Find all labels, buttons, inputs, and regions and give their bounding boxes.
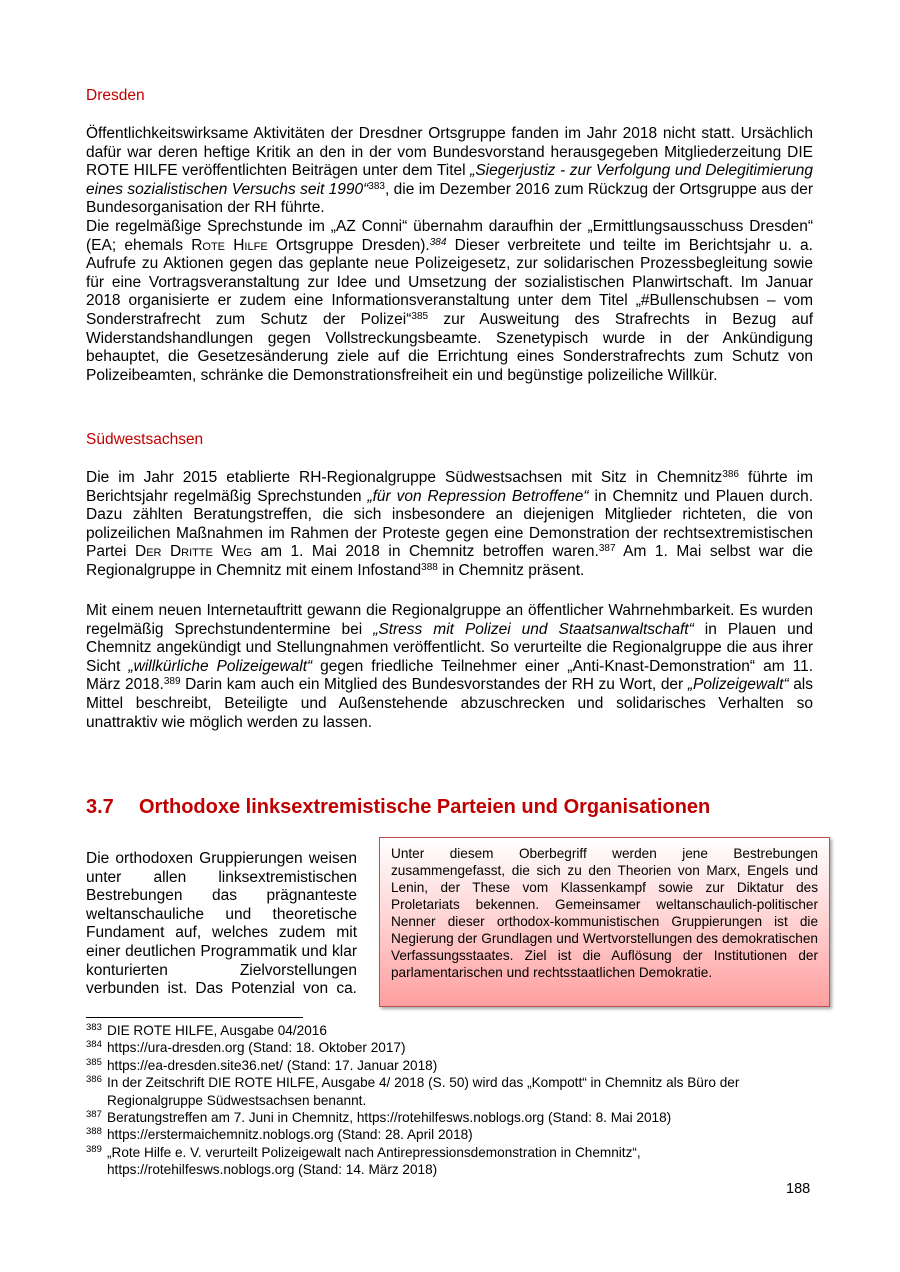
footnote-link[interactable]: https://erstermaichemnitz.noblogs.org (Stand: 28. April 2018) <box>107 1127 473 1143</box>
section-title: Orthodoxe linksextremistische Parteien und Organisationen <box>139 796 711 818</box>
footnote-ref-387[interactable]: 387 <box>598 543 616 555</box>
section-intro-text: Die orthodoxen Gruppierungen weisen unter allen linksextremistischen Bestrebungen das prägnanteste weltanschauliche und theoretische Fundament auf, welches zudem mit einer deutlichen Programmatik und klar konturierten Zielvorstellungen verbunden ist. Das Potenzial von ca. <box>86 850 357 998</box>
section-heading <box>86 796 710 819</box>
footnote-ref-383[interactable]: 383 <box>368 180 385 192</box>
section-number: 3.7 <box>86 796 114 818</box>
page-number: 188 <box>786 1181 811 1197</box>
suedwestsachsen-paragraph-2: Mit einem neuen Internetauftritt gewann die Regionalgruppe an öffentlicher Wahrnehmbarkeit. Es wurden regelmäßig Sprechstundentermine bei „Stress mit Polizei und Staatsanwaltschaft“ in Plauen und Chemnitz angekündigt und Stellungnahmen veröffentlicht. So verurteilte die Regionalgruppe die aus ihrer Sicht „willkürliche Polizeigewalt“ gegen friedliche Teilnehmer einer „Anti-Knast-Demonstration“ am 11. März 2018.$^{389}$ Darin kam auch ein Mitglied des Bundesvorstandes der RH zu Wort, der „Polizeigewalt“ als Mittel beschreibt, Beteiligte und Außenstehende abzuschrecken und solidarisches Verhalten so unattraktiv wie möglich werden zu lassen. <box>86 602 814 731</box>
dresden-paragraph-2: Die regelmäßige Sprechstunde im „AZ Conni“ übernahm daraufhin der „Ermittlungsausschuss Dresden“ (EA; ehemals Rote Hilfe Ortsgruppe Dresden).$^{384}$ Dieser verbreitete und teilte im Berichtsjahr u. a. Aufrufe zu Aktionen gegen das geplante neue Polizeigesetz, zur solidarischen Prozessbegleitung sowie für eine Vortragsveranstaltung zur Idee und Umsetzung der sozialistischen Planwirtschaft. Im Januar 2018 organisierte er zudem eine Informationsveranstaltung unter dem Titel „#Bullenschubsen – vom Sonderstrafrecht zum Schutz der Polizei“$^{385}$ zur Ausweitung des Strafrechts in Bezug auf Widerstandshandlungen gegen Vollstreckungsbeamte. Szenetypisch wurde in der Ankündigung behauptet, die Gesetzesänderung ziele auf die Errichtung eines Sonderstrafrechts zum Schutz von Polizeibeamten, schränke die Demonstrationsfreiheit ein und begünstige polizeiliche Willkür. <box>86 217 814 384</box>
footnote: 387 Beratungstreffen am 7. Juni in Chemnitz, https://rotehilfesws.noblogs.org (Stand: 8. Mai 2018) <box>86 1109 672 1126</box>
footnote-ref-384[interactable]: 384 <box>429 236 447 248</box>
definition-box: Unter diesem Oberbegriff werden jene Bestrebungen zusammengefasst, die sich zu den Theorien von Marx, Engels und Lenin, der These vom Klassenkampf sowie zur Diktatur des Proletariats bekennen. Gemeinsamer weltanschaulich-politischer Nenner dieser orthodox-kommunistischen Gruppierungen ist die Negierung der Grundlagen und Wertvorstellungen des demokratischen Verfassungsstaates. Ziel ist die Auflösung der Institutionen der parlamentarischen und rechtsstaatlichen Demokratie. <box>379 837 830 1007</box>
footnote-separator <box>86 1017 303 1018</box>
footnote-ref-388[interactable]: 388 <box>421 561 438 573</box>
footnotes <box>86 1022 816 1179</box>
subheading-dresden: Dresden <box>86 87 145 104</box>
footnote: 383 DIE ROTE HILFE, Ausgabe 04/2016 <box>86 1022 327 1038</box>
subheading-suedwestsachsen: Südwestsachsen <box>86 431 204 448</box>
footnote: 388 https://erstermaichemnitz.noblogs.org (Stand: 28. April 2018) <box>86 1126 473 1143</box>
dresden-paragraph-1: Öffentlichkeitswirksame Aktivitäten der Dresdner Ortsgruppe fanden im Jahr 2018 nicht statt. Ursächlich dafür war deren heftige Kritik an den in der vom Bundesvorstand herausgegeben Mitgliederzeitung DIE ROTE HILFE veröffentlichten Beiträgen unter dem Titel „Siegerjustiz - zur Verfolgung und Delegitimierung eines sozialistischen Versuchs seit 1990“$^{383}$, die im Dezember 2016 zum Rückzug der Ortsgruppe aus der Bundesorganisation der RH führte. <box>86 125 813 217</box>
footnote-ref-389[interactable]: 389 <box>163 676 181 688</box>
footnote: 384 https://ura-dresden.org (Stand: 18. Oktober 2017) <box>86 1039 406 1056</box>
suedwestsachsen-paragraph-1: Die im Jahr 2015 etablierte RH-Regionalgruppe Südwestsachsen mit Sitz in Chemnitz$^{386}$ führte im Berichtsjahr regelmäßig Sprechstunden „für von Repression Betroffene“ in Chemnitz und Plauen durch. Dazu zählten Beratungstreffen, die sich insbesondere an diejenigen Mitglieder richteten, die von polizeilichen Maßnahmen im Rahmen der Proteste gegen eine Demonstration der rechtsextremistischen Partei Der Dritte Weg am 1. Mai 2018 in Chemnitz betroffen waren.$^{387}$ Am 1. Mai selbst war die Regionalgruppe in Chemnitz mit einem Infostand$^{388}$ in Chemnitz präsent. <box>86 469 814 579</box>
footnote: 389 „Rote Hilfe e. V. verurteilt Polizeigewalt nach Antirepressionsdemonstration in Chemnitz“, https://rotehilfesws.noblogs.org (Stand: 14. März 2018) <box>86 1143 641 1178</box>
footnote-ref-385[interactable]: 385 <box>411 310 429 322</box>
footnote-ref-386[interactable]: 386 <box>722 469 739 480</box>
footnote-link[interactable]: https://ura-dresden.org (Stand: 18. Oktober 2017) <box>107 1040 406 1056</box>
dresden-text <box>86 125 813 385</box>
footnote-link[interactable]: https://ea-dresden.site36.net/ (Stand: 17. Januar 2018) <box>107 1057 438 1073</box>
footnote: 386 In der Zeitschrift DIE ROTE HILFE, Ausgabe 4/ 2018 (S. 50) wird das „Kompott“ in Chemnitz als Büro der Regionalgruppe Südwestsachsen benannt. <box>86 1074 740 1108</box>
footnote: 385 https://ea-dresden.site36.net/ (Stand: 17. Januar 2018) <box>86 1056 438 1073</box>
